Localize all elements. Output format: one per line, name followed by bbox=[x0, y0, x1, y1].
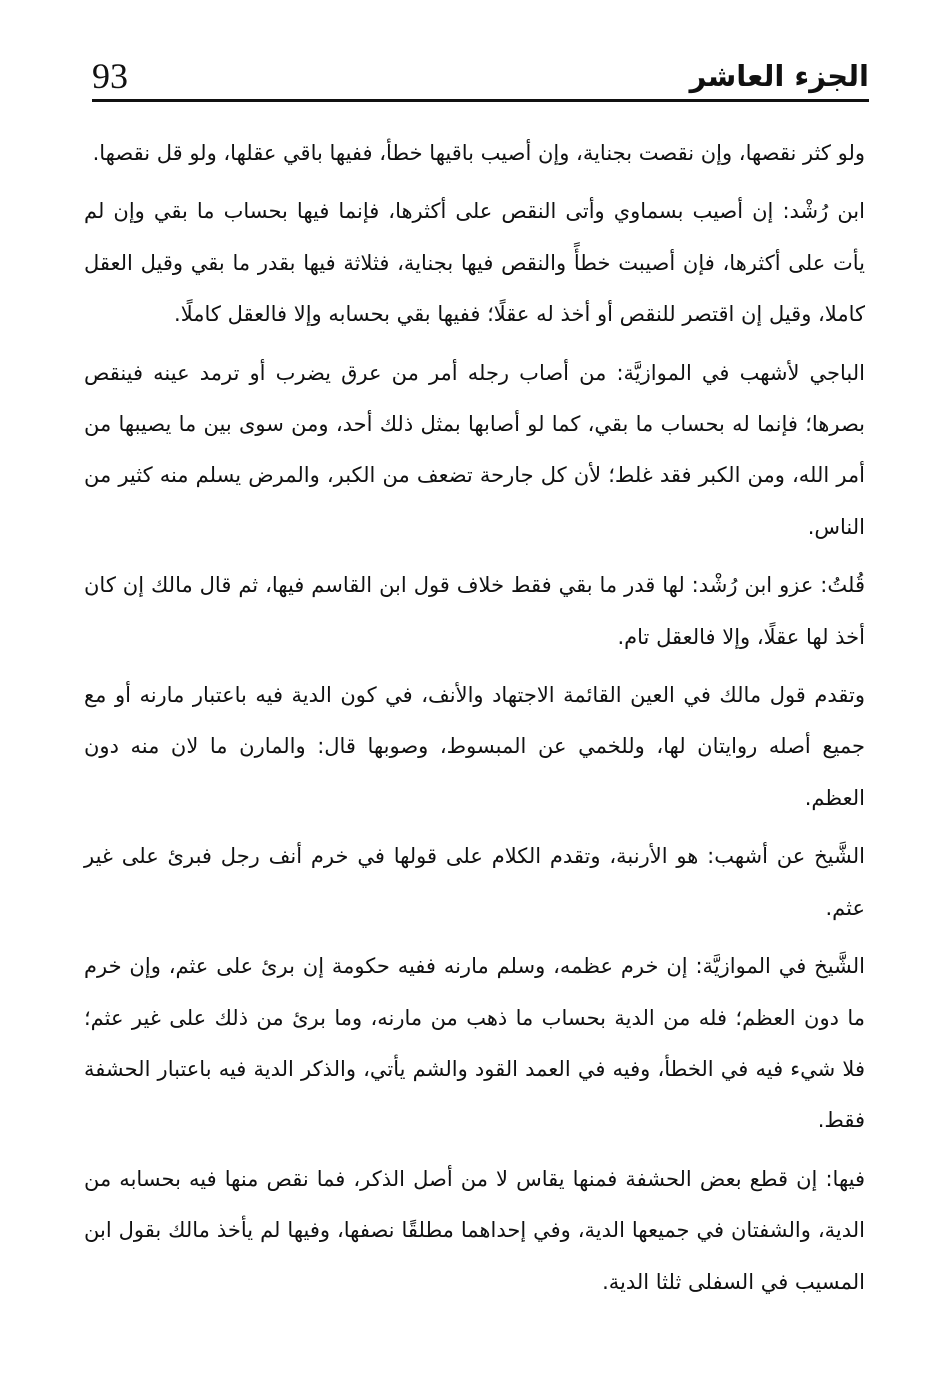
paragraph: قُلتُ: عزو ابن رُشْد: لها قدر ما بقي فقط خلاف قول ابن القاسم فيها، ثم قال مالك إن كان أخذ لها عقلًا، وإلا فالعقل تام. bbox=[84, 573, 865, 649]
paragraph: فيها: إن قطع بعض الحشفة فمنها يقاس لا من أصل الذكر، فما نقص منها فيه بحسابه من الدية، والشفتان في جميعها الدية، وفي إحداهما مطلقًا نصفها، وفيها لم يأخذ مالك بقول ابن المسيب في السفلى ثلثا الدية. bbox=[84, 1166, 865, 1294]
paragraph: ولو كثر نقصها، وإن نقصت بجناية، وإن أصيب باقيها خطأ، ففيها باقي عقلها، ولو قل نقصها. bbox=[92, 141, 865, 165]
paragraph: وتقدم قول مالك في العين القائمة الاجتهاد والأنف، في كون الدية فيه باعتبار مارنه أو مع جميع أصله روايتان لها، وللخمي عن المبسوط، وصوبها قال: والمارن ما لان منه دون العظم. bbox=[84, 683, 865, 810]
paragraph: الشَّيخ عن أشهب: هو الأرنبة، وتقدم الكلام على قولها في خرم أنف رجل فبرئ على غير عثم. bbox=[84, 844, 865, 920]
body-text bbox=[84, 128, 865, 1315]
running-title: الجزء العاشر bbox=[689, 59, 869, 93]
paragraph: الباجي لأشهب في الموازيَّة: من أصاب رجله أمر من عرق يضرب أو ترمد عينه فينقص بصرها؛ فإنما له بحساب ما بقي، كما لو أصابها بمثل ذلك أحد، ومن سوى بين ما يصيبها من أمر الله، ومن الكبر فقد غلط؛ لأن كل جارحة تضعف من الكبر، والمرض يسلم منه كثير من الناس. bbox=[84, 360, 865, 539]
page-number: 93 bbox=[92, 56, 128, 96]
header-rule bbox=[92, 99, 869, 102]
page-header bbox=[92, 50, 869, 102]
paragraph: ابن رُشْد: إن أصيب بسماوي وأتى النقص على أكثرها، فإنما فيها بحساب ما بقي وإن لم يأت على أكثرها، فإن أصيبت خطأً والنقص فيها بجناية، فثلاثة فيها بقدر ما بقي وقيل العقل كاملا، وقيل إن اقتصر للنقص أو أخذ له عقلًا؛ ففيها بقي بحسابه وإلا فالعقل كاملًا. bbox=[84, 199, 865, 327]
paragraph: الشَّيخ في الموازيَّة: إن خرم عظمه، وسلم مارنه ففيه حكومة إن برئ على عثم، وإن خرم ما دون العظم؛ فله من الدية بحساب ما ذهب من مارنه، وما برئ من ذلك على غير عثم؛ فلا شيء فيه في الخطأ، وفيه في العمد القود والشم يأتي، والذكر الدية فيه باعتبار الحشفة فقط. bbox=[84, 954, 865, 1133]
